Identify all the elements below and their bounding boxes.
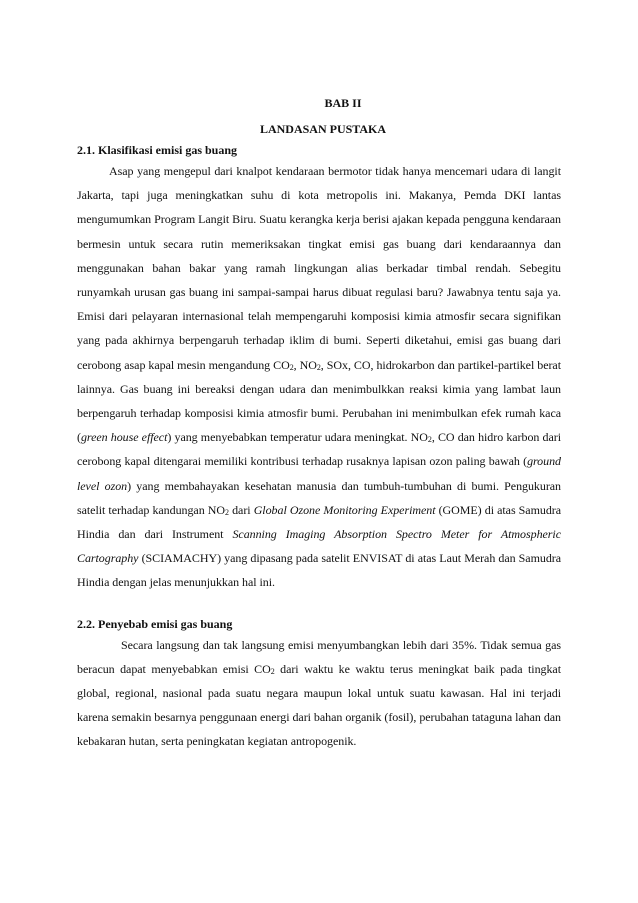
paragraph-klasifikasi: Asap yang mengepul dari knalpot kendaraan bermotor tidak hanya mencemari udara di langit Jakarta, tapi juga meningkatkan suhu di kota metropolis ini. Makanya, Pemda DKI lantas mengumumkan Program Langit Biru. Suatu kerangka kerja berisi ajakan kepada pengguna kendaraan bermesin untuk secara rutin memeriksakan tingkat emisi gas buang dari kendaraannya dan menggunakan bahan bakar yang ramah lingkungan alias berkadar timbal rendah. Sebegitu runyamkah urusan gas buang ini sampai-sampai harus dibuat regulasi baru? Jawabnya tentu saja ya. Emisi dari pelayaran internasional telah mempengaruhi komposisi kimia atmosfir secara signifikan yang pada akhirnya berpengaruh terhadap iklim di bumi. Seperti diketahui, emisi gas buang dari cerobong asap kapal mesin mengandung $CO_2$, $NO_2$, SOx, CO, hidrokarbon dan partikel-partikel berat lainnya. Gas buang ini bereaksi dengan udara dan menimbulkkan reaksi kimia yang lambat laun berpengaruh terhadap komposisi kimia atmosfir bumi. Perubahan ini menimbulkan efek rumah kaca (green house effect) yang menyebabkan temperatur udara meningkat. $NO_2$, CO dan hidro karbon dari cerobong kapal ditengarai memiliki kontribusi terhadap rusaknya lapisan ozon paling bawah (ground level ozon) yang membahayakan kesehatan manusia dan tumbuh-tumbuhan di bumi. Pengukuran satelit terhadap kandungan $NO_2$ dari Global Ozone Monitoring Experiment (GOME) di atas Samudra Hindia dan dari Instrument Scanning Imaging Absorption Spectro Meter for Atmospheric Cartography (SCIAMACHY) yang dipasang pada satelit ENVISAT di atas Laut Merah dan Samudra Hindia dengan jelas menunjukkan hal ini. xyxy=(77,164,561,590)
section-heading-penyebab: 2.2. Penyebab emisi gas buang xyxy=(77,616,233,631)
chapter-number: BAB II xyxy=(324,96,362,110)
paragraph-penyebab: Secara langsung dan tak langsung emisi menyumbangkan lebih dari 35%. Tidak semua gas beracun dapat menyebabkan emisi $CO_2$ dari waktu ke waktu terus meningkat baik pada tingkat global, regional, nasional pada suatu negara maupun lokal untuk suatu kawasan. Hal ini terjadi karena semakin besarnya penggunaan energi dari bahan organik (fosil), perubahan tataguna lahan dan kebakaran hutan, serta peningkatan kegiatan antropogenik. xyxy=(77,637,561,749)
document-page xyxy=(77,95,561,754)
chapter-title: LANDASAN PUSTAKA xyxy=(259,122,387,136)
section-heading-klasifikasi: 2.1. Klasifikasi emisi gas buang xyxy=(77,143,238,157)
